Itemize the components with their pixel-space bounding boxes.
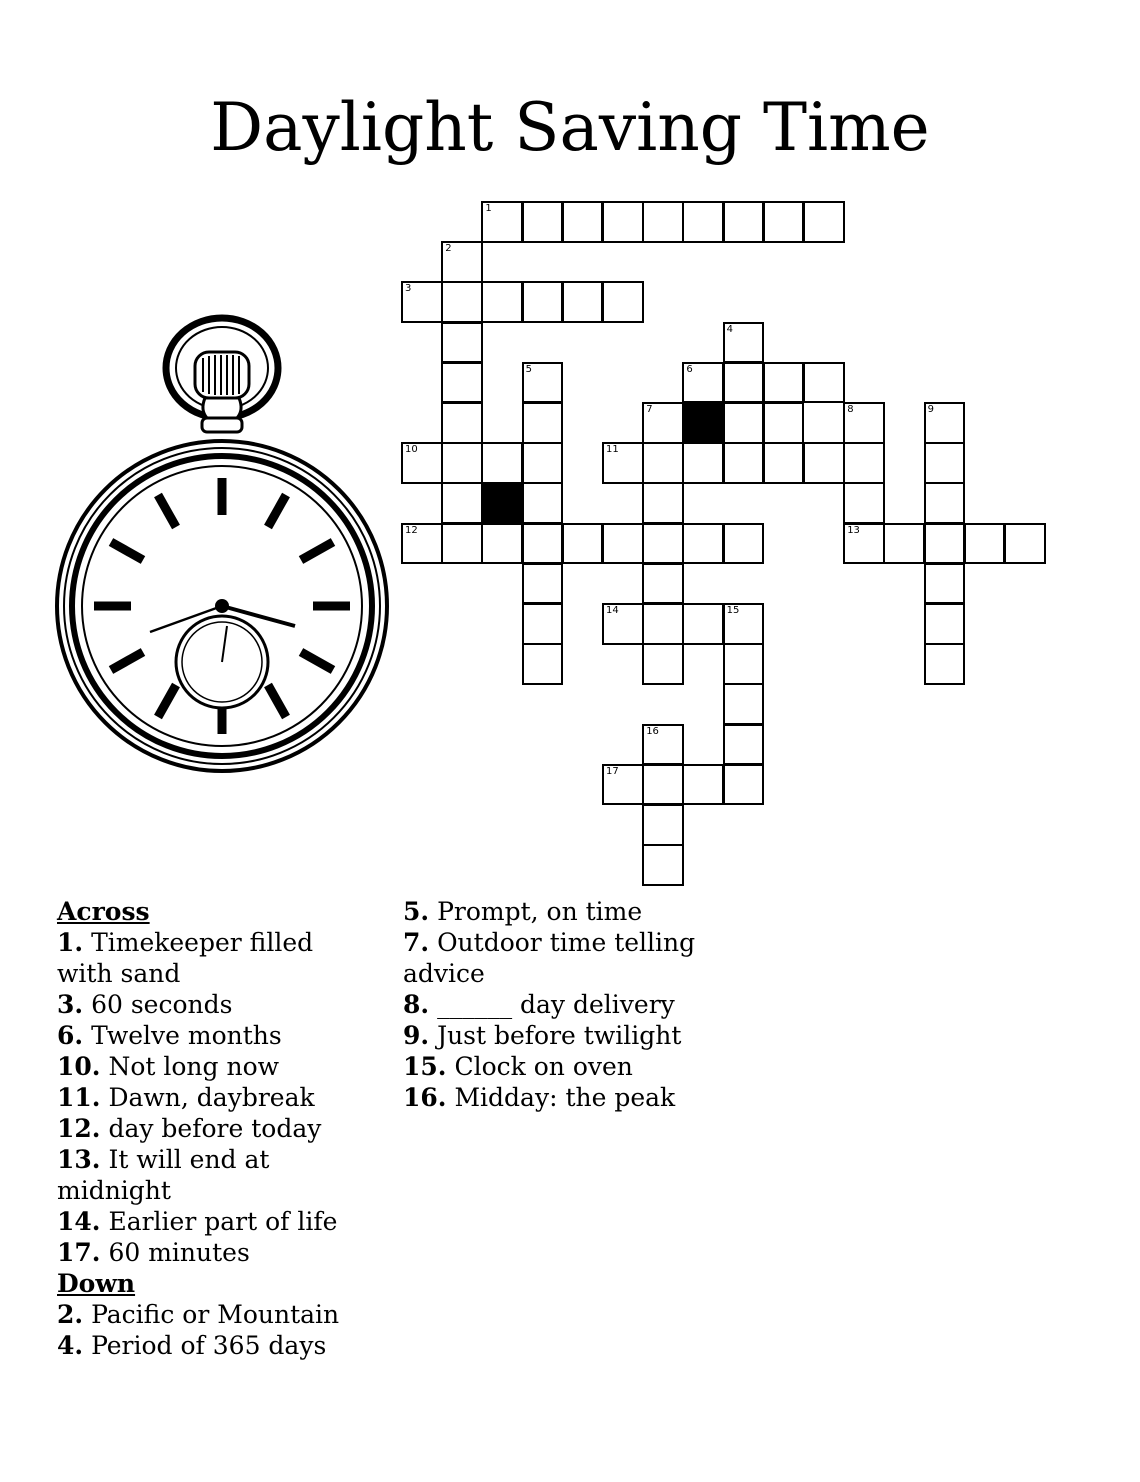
- clue-item: [403, 927, 723, 989]
- crossword-cell[interactable]: [843, 402, 885, 444]
- clue-num: 17.: [57, 1238, 101, 1267]
- clue-item: [57, 1237, 357, 1268]
- crossword-cell[interactable]: [441, 482, 483, 524]
- clue-text: Period of 365 days: [91, 1331, 327, 1360]
- clue-item: [403, 989, 723, 1020]
- crossword-cell[interactable]: [642, 402, 684, 444]
- crossword-cell[interactable]: [642, 724, 684, 766]
- clue-number: 14: [606, 605, 619, 616]
- crossword-cell[interactable]: [843, 442, 885, 484]
- crossword-cell[interactable]: [924, 482, 966, 524]
- crossword-cell[interactable]: [803, 201, 845, 243]
- clue-number: 11: [606, 444, 619, 456]
- crossword-cell[interactable]: [723, 523, 765, 565]
- crossword-cell[interactable]: [602, 603, 644, 645]
- pocket-watch-icon: [55, 310, 395, 780]
- crossword-cell[interactable]: [642, 442, 684, 484]
- crossword-cell[interactable]: [602, 442, 644, 484]
- crossword-cell[interactable]: [642, 643, 684, 685]
- clue-number: 17: [606, 765, 619, 777]
- crossword-cell[interactable]: [602, 764, 644, 806]
- crossword-cell[interactable]: [441, 523, 483, 565]
- clue-number: 5: [525, 363, 532, 375]
- crossword-cell[interactable]: [763, 442, 805, 484]
- crossword-cell[interactable]: [723, 724, 765, 766]
- crossword-cell[interactable]: [562, 523, 604, 565]
- crossword-cell[interactable]: [522, 603, 564, 645]
- clue-num: 4.: [57, 1331, 84, 1360]
- clue-item: [57, 1330, 357, 1361]
- clue-number: 10: [405, 444, 418, 456]
- crossword-cell[interactable]: [441, 402, 483, 444]
- clue-num: 13.: [57, 1145, 101, 1174]
- clue-number: 3: [405, 283, 412, 295]
- crossword-cell[interactable]: [522, 643, 564, 685]
- clue-item: [57, 1299, 357, 1330]
- clue-number: 12: [405, 524, 418, 536]
- crossword-cell[interactable]: [522, 563, 564, 605]
- clue-num: 2.: [57, 1300, 84, 1329]
- page-title: Daylight Saving Time: [210, 89, 930, 166]
- crossword-cell[interactable]: [763, 362, 805, 404]
- crossword-cell[interactable]: [522, 281, 564, 323]
- crossword-cell[interactable]: [803, 442, 845, 484]
- clue-item: [403, 1082, 723, 1113]
- crossword-cell[interactable]: [843, 523, 885, 565]
- clue-text: Clock on oven: [454, 1052, 633, 1081]
- clue-num: 6.: [57, 1021, 84, 1050]
- clue-text: Midday: the peak: [454, 1083, 676, 1112]
- crossword-cell[interactable]: [481, 523, 523, 565]
- crossword-cell[interactable]: [642, 603, 684, 645]
- crossword-cell[interactable]: [723, 402, 765, 444]
- clue-text: Twelve months: [91, 1021, 282, 1050]
- crossword-cell[interactable]: [481, 201, 523, 243]
- crossword-cell[interactable]: [522, 402, 564, 444]
- clue-text: Earlier part of life: [108, 1207, 338, 1236]
- crossword-cell[interactable]: [441, 442, 483, 484]
- crossword-cell[interactable]: [522, 482, 564, 524]
- crossword-cell[interactable]: [401, 281, 443, 323]
- clue-num: 3.: [57, 990, 84, 1019]
- crossword-cell[interactable]: [924, 563, 966, 605]
- clue-num: 10.: [57, 1052, 101, 1081]
- crossword-cell[interactable]: [843, 482, 885, 524]
- crossword-cell[interactable]: [964, 523, 1006, 565]
- crossword-cell[interactable]: [924, 442, 966, 484]
- crossword-cell[interactable]: [642, 844, 684, 886]
- crossword-cell[interactable]: [522, 442, 564, 484]
- clue-num: 7.: [403, 928, 430, 957]
- crossword-cell[interactable]: [1004, 523, 1046, 565]
- clue-num: 5.: [403, 897, 430, 926]
- clue-number: 15: [726, 605, 740, 616]
- clue-item: [403, 1051, 723, 1082]
- crossword-cell[interactable]: [441, 241, 483, 283]
- clue-text: Outdoor time telling advice: [403, 928, 696, 988]
- crossword-cell[interactable]: [723, 201, 765, 243]
- crossword-cell[interactable]: [642, 804, 684, 846]
- crossword-cell[interactable]: [562, 201, 604, 243]
- crossword-cell[interactable]: [441, 362, 483, 404]
- crossword-cell[interactable]: [522, 523, 564, 565]
- clue-number: 6: [686, 363, 693, 375]
- crossword-cell[interactable]: [682, 201, 724, 243]
- crossword-cell[interactable]: [723, 322, 765, 364]
- crossword-cell[interactable]: [441, 322, 483, 364]
- down-heading: Down: [57, 1269, 136, 1298]
- crossword-cell[interactable]: [481, 442, 523, 484]
- crossword-cell[interactable]: [522, 201, 564, 243]
- clue-item: [57, 989, 357, 1020]
- clue-item: [57, 1082, 357, 1113]
- clue-num: 16.: [403, 1083, 447, 1112]
- crossword-cell[interactable]: [723, 362, 765, 404]
- clue-item: [403, 896, 723, 927]
- clue-text: Timekeeper filled with sand: [57, 928, 314, 988]
- clue-item: [57, 1020, 357, 1051]
- crossword-cell[interactable]: [682, 523, 724, 565]
- clue-text: Dawn, daybreak: [108, 1083, 315, 1112]
- crossword-cell[interactable]: [602, 281, 644, 323]
- black-square: [682, 402, 724, 444]
- clues-column-1: [57, 896, 357, 1361]
- clue-number: 1: [485, 203, 492, 214]
- crossword-cell[interactable]: [723, 643, 765, 685]
- clue-number: 9: [927, 404, 934, 415]
- crossword-cell[interactable]: [562, 281, 604, 323]
- crossword-cell[interactable]: [763, 402, 805, 444]
- clue-num: 9.: [403, 1021, 430, 1050]
- clue-text: 60 seconds: [91, 990, 233, 1019]
- black-square: [481, 482, 523, 524]
- crossword-cell[interactable]: [522, 362, 564, 404]
- clue-item: [57, 1051, 357, 1082]
- crossword-cell[interactable]: [481, 281, 523, 323]
- crossword-cell[interactable]: [642, 201, 684, 243]
- clue-number: 2: [445, 243, 452, 255]
- crossword-cell[interactable]: [642, 523, 684, 565]
- clue-number: 8: [847, 404, 854, 415]
- clues-column-2: [403, 896, 723, 1113]
- crossword-cell[interactable]: [602, 201, 644, 243]
- crossword-cell[interactable]: [642, 482, 684, 524]
- clue-item: [403, 1020, 723, 1051]
- clue-num: 15.: [403, 1052, 447, 1081]
- clue-num: 8.: [403, 990, 430, 1019]
- crossword-cell[interactable]: [803, 362, 845, 404]
- crossword-cell[interactable]: [723, 683, 765, 725]
- clue-text: It will end at midnight: [57, 1145, 270, 1205]
- clue-text: Pacific or Mountain: [91, 1300, 340, 1329]
- crossword-cell[interactable]: [723, 764, 765, 806]
- crossword-cell[interactable]: [723, 603, 765, 645]
- crossword-cell[interactable]: [642, 764, 684, 806]
- clue-text: ______ day delivery: [437, 990, 675, 1019]
- clue-num: 12.: [57, 1114, 101, 1143]
- clue-number: 13: [847, 524, 860, 536]
- crossword-cell[interactable]: [642, 563, 684, 605]
- clue-text: Not long now: [108, 1052, 280, 1081]
- crossword-cell[interactable]: [682, 764, 724, 806]
- clue-text: Prompt, on time: [437, 897, 643, 926]
- clue-num: 1.: [57, 928, 84, 957]
- clue-item: [57, 927, 357, 989]
- crossword-cell[interactable]: [401, 523, 443, 565]
- crossword-cell[interactable]: [682, 362, 724, 404]
- crossword-cell[interactable]: [763, 201, 805, 243]
- across-heading: Across: [57, 897, 150, 926]
- clue-text: Just before twilight: [437, 1021, 682, 1050]
- clue-number: 4: [726, 323, 733, 335]
- clue-item: [57, 1206, 357, 1237]
- clue-item: [57, 1113, 357, 1144]
- crossword-cell[interactable]: [682, 442, 724, 484]
- crossword-cell[interactable]: [883, 523, 925, 565]
- crossword-cell[interactable]: [682, 603, 724, 645]
- crossword-cell[interactable]: [924, 643, 966, 685]
- crossword-cell[interactable]: [723, 442, 765, 484]
- clue-num: 11.: [57, 1083, 101, 1112]
- clue-item: [57, 1144, 357, 1206]
- clue-number: 16: [646, 725, 659, 737]
- crossword-cell[interactable]: [924, 603, 966, 645]
- crossword-cell[interactable]: [441, 281, 483, 323]
- clue-num: 14.: [57, 1207, 101, 1236]
- clue-text: day before today: [108, 1114, 322, 1143]
- clue-number: 7: [646, 404, 653, 415]
- crossword-cell[interactable]: [924, 523, 966, 565]
- crossword-cell[interactable]: [602, 523, 644, 565]
- clue-text: 60 minutes: [108, 1238, 250, 1267]
- crossword-cell[interactable]: [401, 442, 443, 484]
- crossword-cell[interactable]: [924, 402, 966, 444]
